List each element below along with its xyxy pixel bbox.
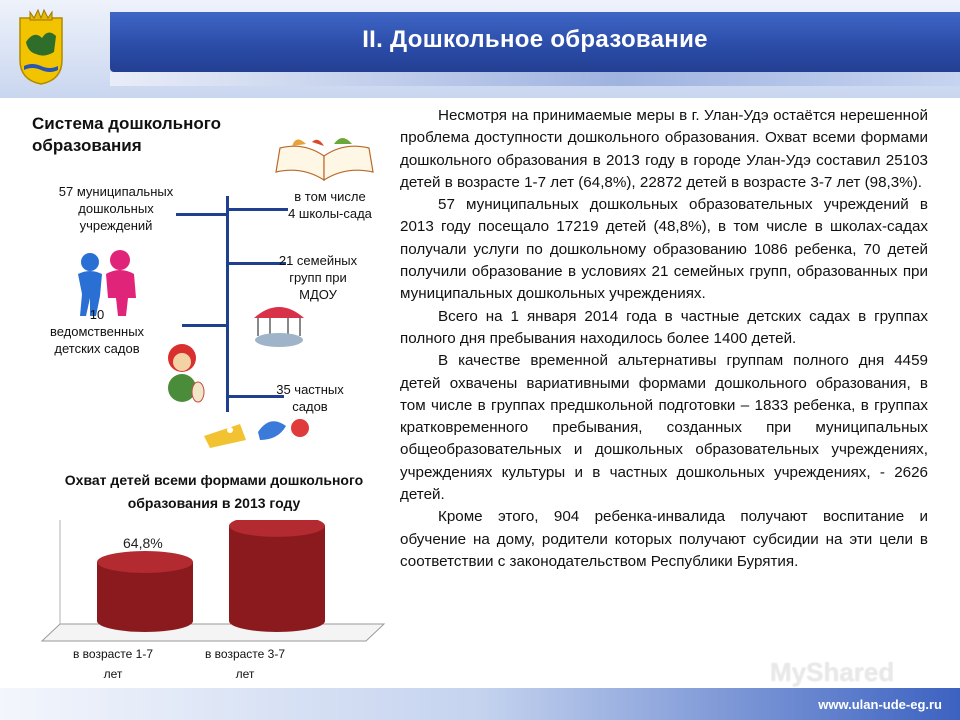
body-paragraph-5: Кроме этого, 904 ребенка-инвалида получают воспитание и обучение на дому, родители которых получают субсидии на эти цели в соответствии с законодательством Республики Бурятия. — [400, 508, 928, 570]
title-stripe — [110, 72, 960, 86]
watermark: MyShared — [770, 657, 895, 687]
body-paragraph-1: Несмотря на принимаемые меры в г. Улан-Удэ остаётся нерешенной проблема доступности дошкольного образования. Охват всеми формами дошкольного образования в 2013 году в городе Улан-Удэ составил 25103 детей в возрасте 1-7 лет (64,8%), 22872 детей в возрасте 3-7 лет (98,3%). — [400, 107, 928, 191]
system-title-line1: Система дошкольного — [32, 114, 222, 133]
body-text — [400, 105, 928, 573]
page-title: II. Дошкольное образование — [362, 26, 708, 53]
carousel-icon — [250, 296, 308, 350]
footer-url[interactable]: www.ulan-ude-eg.ru — [818, 697, 942, 712]
toys-icon — [200, 410, 320, 452]
city-emblem-icon — [16, 8, 66, 86]
system-title-line2: образования — [32, 136, 142, 155]
node-private-line1: 35 частных — [276, 382, 344, 397]
open-book-icon — [272, 136, 377, 184]
node-municipal-line3: учреждений — [79, 218, 153, 233]
x-tick-1-line2: лет — [103, 667, 123, 681]
node-municipal-line2: дошкольных — [78, 201, 154, 216]
chart-title-line2: образования в 2013 году — [127, 495, 301, 511]
x-tick-2 — [180, 644, 310, 684]
node-departmental-line1: 10 — [89, 307, 105, 322]
node-municipal — [36, 183, 196, 234]
bar-1 — [97, 551, 193, 632]
bar-2 — [229, 520, 325, 632]
node-family-line2: групп при — [289, 270, 347, 285]
node-family-line1: 21 семейных — [278, 253, 358, 268]
data-label-1: 64,8% — [123, 535, 163, 552]
node-departmental-line2: ведомственных — [49, 324, 145, 339]
bar-2-body — [229, 526, 325, 632]
node-schools-line1: в том числе — [294, 189, 366, 204]
coverage-chart — [40, 520, 390, 645]
tree-trunk — [226, 196, 229, 412]
node-schools — [270, 188, 390, 222]
toy-figure-icon — [160, 340, 206, 408]
node-departmental — [30, 306, 164, 357]
node-schools-line2: 4 школы-сада — [288, 206, 372, 221]
body-paragraph-2: 57 муниципальных дошкольных образовательных учреждений в 2013 году посещало 17219 детей (48,8%), в том числе в школах-садах получали услуги по дошкольному образованию 1086 ребенка, 70 детей получили образование в условиях 21 семейных групп, образованных при муниципальных дошкольных учреждениях. — [400, 196, 928, 303]
title-bar — [110, 12, 960, 72]
chart-floor — [42, 624, 384, 641]
system-title — [32, 113, 292, 157]
chart-title-line1: Охват детей всеми формами дошкольного — [64, 472, 364, 488]
node-departmental-line3: детских садов — [54, 341, 140, 356]
x-tick-2-line2: лет — [235, 667, 255, 681]
x-tick-2-line1: в возрасте 3-7 — [204, 647, 286, 661]
bar-1-top — [97, 551, 193, 573]
chart-title — [34, 469, 394, 515]
node-municipal-line1: 57 муниципальных — [58, 184, 174, 199]
tree-branch-departmental — [182, 324, 228, 327]
body-paragraph-4: В качестве временной альтернативы группам полного дня 4459 детей охвачены вариативными формами дошкольного образования, в том числе в группах предшкольной подготовки – 1833 ребенка, в группах кратковременного пребывания, созданных при муниципальных общеобразовательных и дошкольных образовательных учреждениях, учреждениях культуры и в частных дошкольных учреждениях, - 2626 детей. — [400, 352, 928, 504]
node-private-line2: садов — [292, 399, 328, 414]
x-tick-1 — [48, 644, 178, 684]
node-family-line3: МДОУ — [299, 287, 337, 302]
x-tick-1-line1: в возрасте 1-7 — [72, 647, 154, 661]
body-paragraph-3: Всего на 1 января 2014 года в частные детских садах в группах полного дня пребывания находилось более 1400 детей. — [400, 307, 928, 347]
footer-band — [0, 688, 960, 720]
